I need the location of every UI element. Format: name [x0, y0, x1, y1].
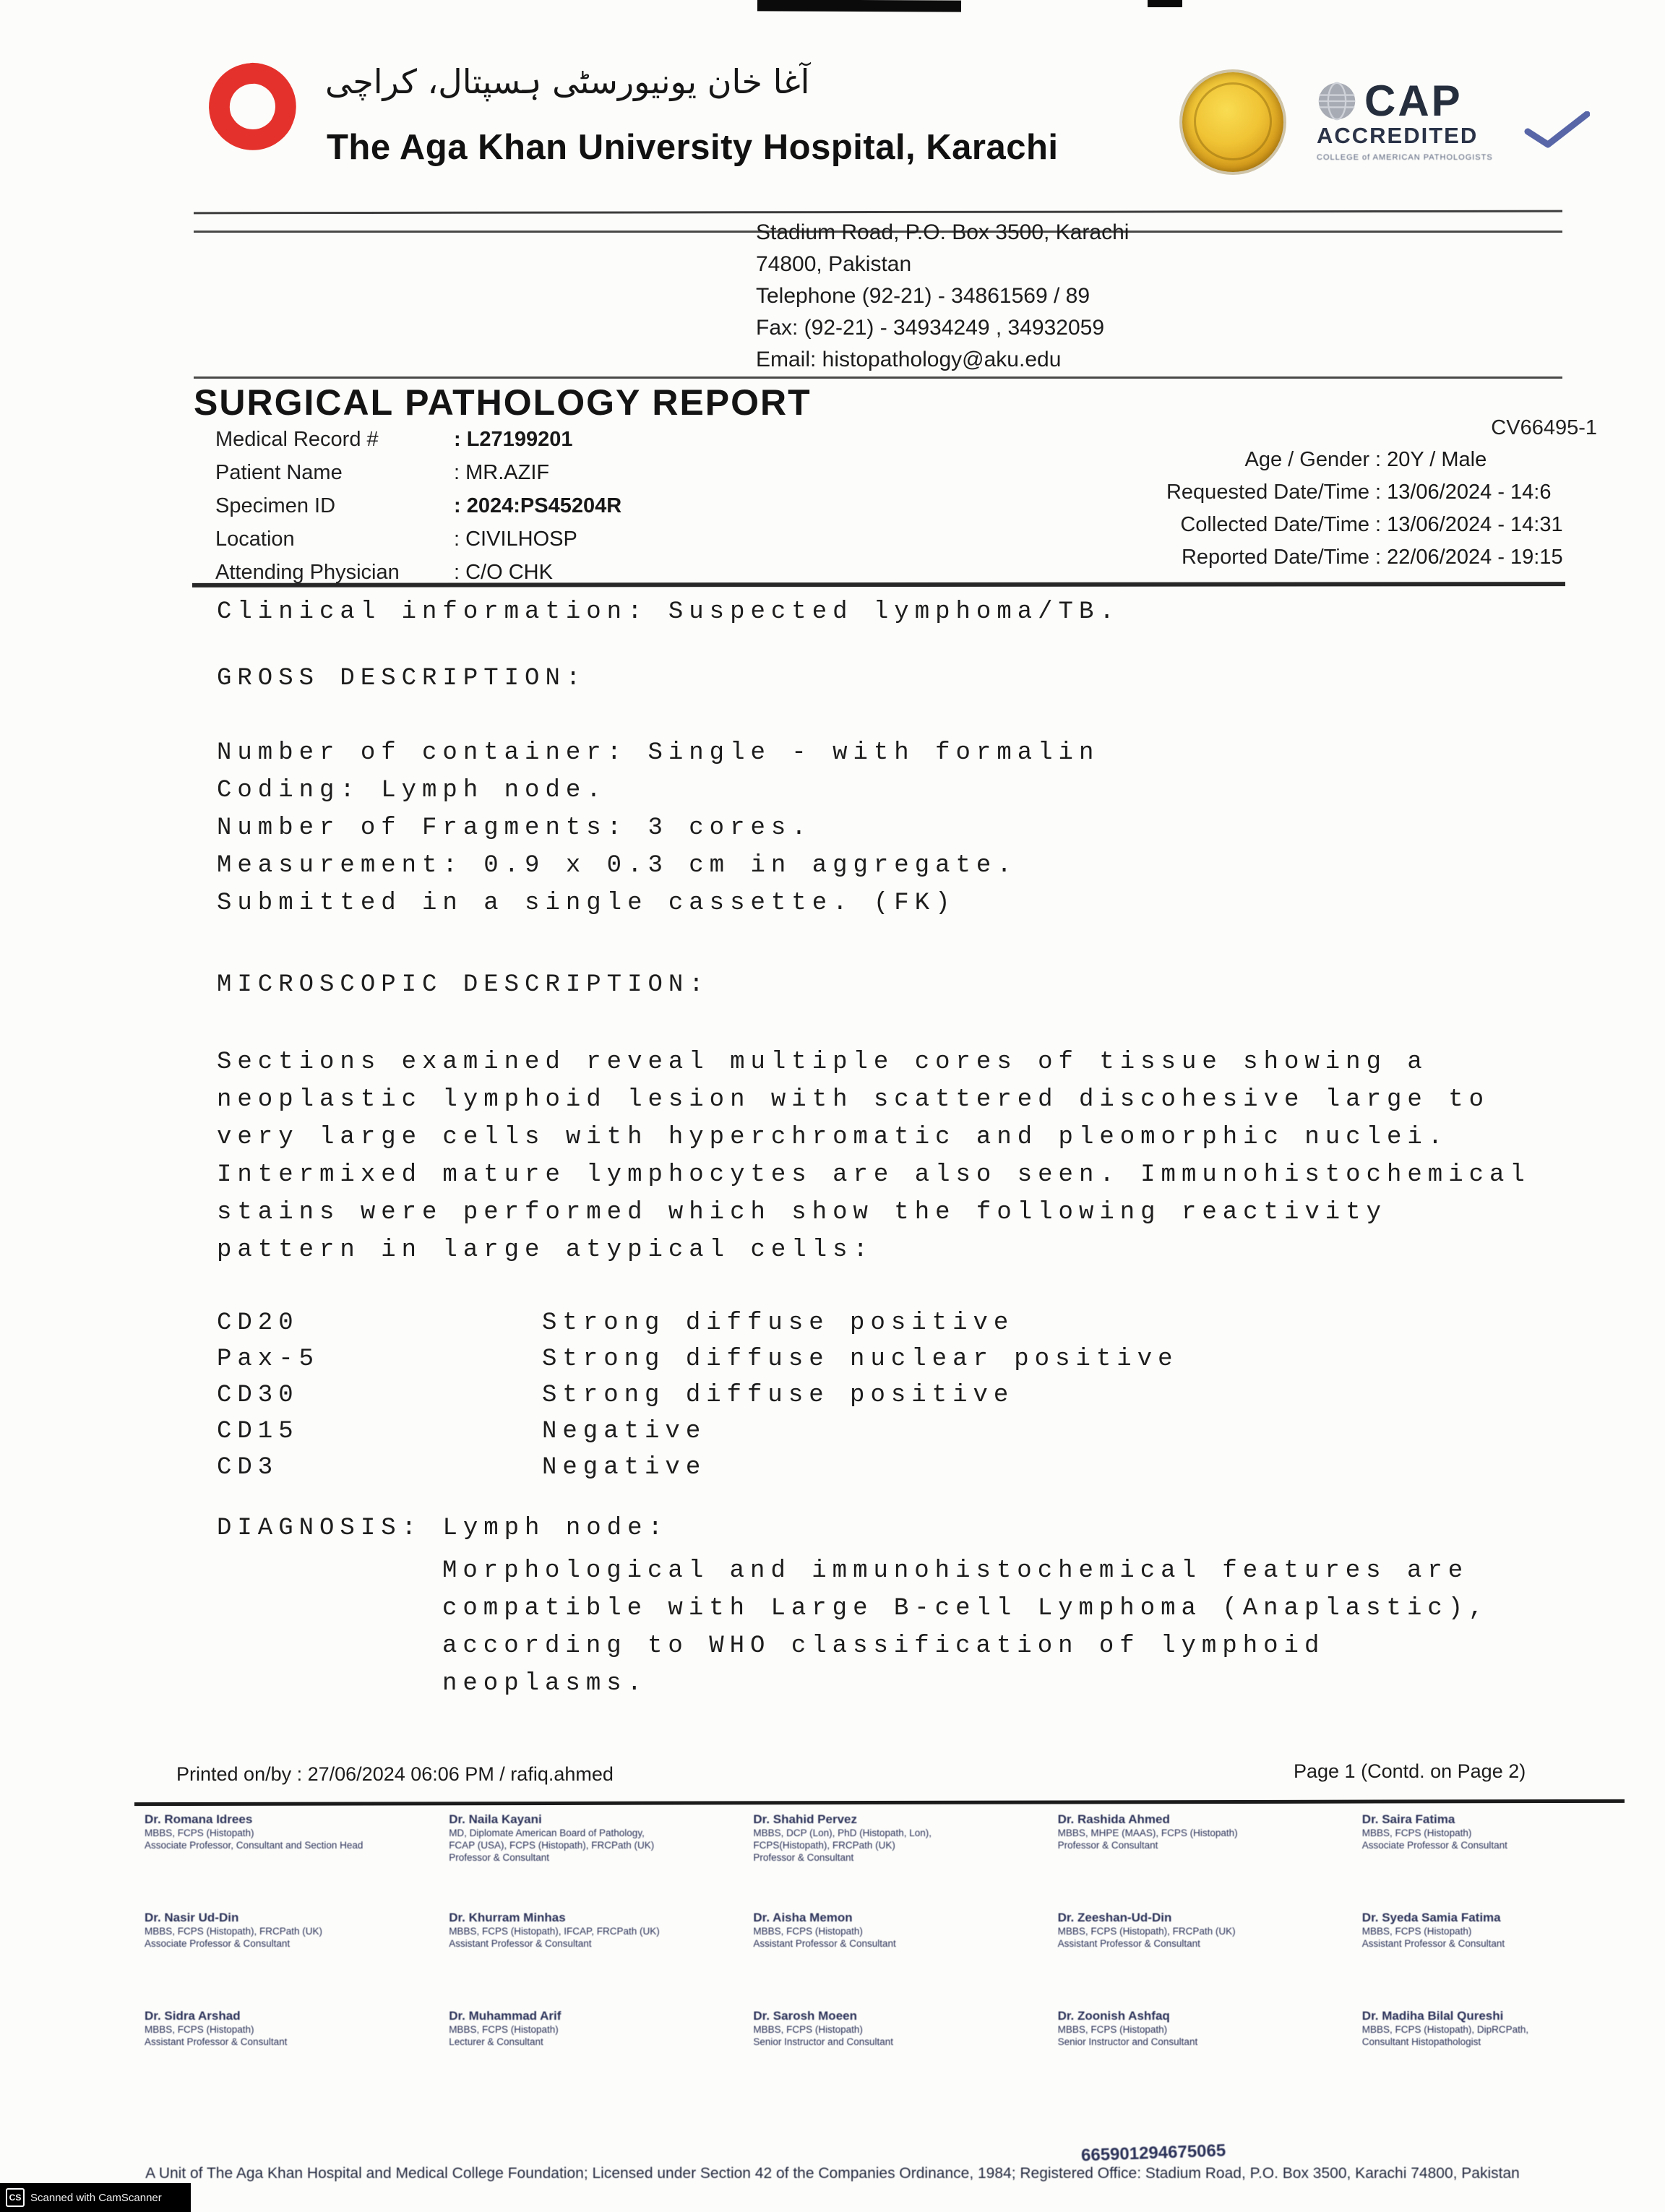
horizontal-rule	[194, 376, 1562, 379]
horizontal-rule	[134, 1799, 1625, 1806]
pathologist-name: Dr. Rashida Ahmed	[1057, 1812, 1170, 1826]
microscopic-description-line: neoplastic lymphoid lesion with scattered discohesive large to	[217, 1086, 1490, 1114]
field-label: Age / Gender	[1244, 448, 1369, 471]
aku-logo-icon	[207, 61, 298, 152]
pathologist-credentials	[145, 2023, 439, 2048]
pathologist-name: Dr. Sidra Arshad	[145, 2009, 241, 2023]
marker-result: Strong diffuse nuclear positive	[542, 1346, 1179, 1373]
credential-line: MBBS, FCPS (Histopath)	[753, 2024, 863, 2035]
credential-line: Professor & Consultant	[449, 1852, 550, 1863]
gross-description-line: Coding: Lymph node.	[217, 777, 607, 804]
credential-line: MBBS, FCPS (Histopath), FRCPath (UK)	[145, 1926, 323, 1937]
page-indicator: Page 1 (Contd. on Page 2)	[1294, 1760, 1526, 1782]
cap-caption: COLLEGE of AMERICAN PATHOLOGISTS	[1317, 153, 1493, 162]
marker-name: CD30	[217, 1382, 299, 1409]
pathologist-entry	[753, 2009, 1047, 2107]
pathologist-entry	[1362, 1812, 1656, 1911]
credential-line: MBBS, FCPS (Histopath)	[1057, 2024, 1168, 2035]
pathologist-name: Dr. Zeeshan-Ud-Din	[1057, 1911, 1172, 1924]
microscopic-description-line: Intermixed mature lymphocytes are also seen. Immunohistochemical	[217, 1161, 1531, 1189]
microscopic-description-heading: MICROSCOPIC DESCRIPTION:	[217, 971, 710, 999]
pathologist-name: Dr. Naila Kayani	[449, 1812, 542, 1826]
pathologist-credentials	[1362, 2023, 1656, 2048]
ihc-marker-row	[217, 1341, 1179, 1377]
field-value: : 20Y / Male	[1375, 448, 1487, 471]
diagnosis-label: DIAGNOSIS:	[217, 1515, 443, 1542]
scan-artifact	[1148, 0, 1182, 7]
credential-line: MBBS, FCPS (Histopath)	[1361, 1828, 1472, 1838]
cap-accredited-text: ACCREDITED	[1317, 123, 1479, 148]
diagnosis-text	[442, 1552, 1489, 1703]
hospital-contact-block	[756, 217, 1129, 376]
pathologist-entry	[145, 2009, 439, 2107]
gross-description-line: Number of Fragments: 3 cores.	[217, 814, 812, 842]
ihc-marker-row	[217, 1450, 1179, 1486]
pathologist-name: Dr. Romana Idrees	[145, 1812, 253, 1826]
ihc-markers-table	[217, 1305, 1179, 1486]
field-label: Medical Record #	[215, 428, 379, 451]
credential-line: MBBS, FCPS (Histopath), FRCPath (UK)	[1057, 1926, 1236, 1937]
hospital-name-urdu: آغا خان یونیورسٹی ہسپتال، کراچی	[325, 62, 810, 101]
field-label: Reported Date/Time	[1181, 546, 1369, 569]
field-specimen-id	[215, 494, 621, 528]
marker-name: Pax-5	[217, 1346, 320, 1373]
credential-line: MBBS, DCP (Lon), PhD (Histopath, Lon),	[753, 1828, 932, 1838]
credential-line: Professor & Consultant	[753, 1852, 854, 1863]
address-line: 74800, Pakistan	[756, 252, 912, 276]
pathologist-entry	[145, 1812, 439, 1911]
gold-seal-icon	[1182, 72, 1283, 172]
diagnosis-site: Lymph node:	[442, 1515, 668, 1542]
pathologist-credentials	[1362, 1925, 1656, 1950]
pathologist-entry	[1058, 1812, 1352, 1911]
diagnosis-line: compatible with Large B-cell Lymphoma (Anaplastic),	[442, 1595, 1489, 1622]
pathologist-credentials	[449, 1925, 743, 1950]
microscopic-description-block	[217, 1043, 1531, 1269]
field-label: Patient Name	[215, 461, 343, 484]
credential-line: Associate Professor, Consultant and Section Head	[145, 1840, 363, 1851]
diagnosis-line: according to WHO classification of lymphoid	[442, 1632, 1325, 1660]
pathologist-credentials	[753, 1827, 1047, 1864]
address-line: Stadium Road, P.O. Box 3500, Karachi	[756, 220, 1130, 244]
field-requested-datetime	[903, 481, 1563, 513]
marker-result: Negative	[542, 1454, 707, 1481]
field-patient-name	[215, 461, 621, 494]
pathologist-name: Dr. Aisha Memon	[753, 1911, 853, 1924]
clinical-information: Clinical information: Suspected lymphoma/TB.	[217, 598, 1120, 626]
pathologist-credentials	[1058, 2023, 1352, 2048]
pathologist-credentials	[145, 1827, 439, 1851]
pathologist-credentials	[1362, 1827, 1656, 1851]
field-medical-record	[215, 428, 621, 461]
checkmark-icon	[1523, 111, 1590, 149]
pathologist-name: Dr. Muhammad Arif	[449, 2009, 562, 2023]
pathologist-entry	[449, 1911, 743, 2009]
field-value: : 13/06/2024 - 14:31	[1375, 513, 1563, 536]
pathologist-entry	[1362, 2009, 1656, 2107]
field-label: Collected Date/Time	[1180, 513, 1369, 536]
field-value: : 2024:PS45204R	[454, 494, 622, 517]
pathologists-signature-grid	[145, 1812, 1656, 2107]
credential-line: MBBS, FCPS (Histopath)	[145, 2024, 254, 2035]
marker-result: Strong diffuse positive	[542, 1382, 1015, 1409]
pathologist-credentials	[753, 2023, 1047, 2048]
horizontal-rule	[194, 210, 1562, 215]
gross-description-heading: GROSS DESCRIPTION:	[217, 665, 587, 692]
credential-line: Assistant Professor & Consultant	[1057, 1938, 1200, 1949]
credential-line: MBBS, MHPE (MAAS), FCPS (Histopath)	[1057, 1828, 1238, 1838]
pathologist-entry	[753, 1812, 1047, 1911]
credential-line: Lecturer & Consultant	[449, 2036, 543, 2047]
credential-line: MBBS, FCPS (Histopath)	[449, 2024, 559, 2035]
field-value: : 13/06/2024 - 14:6	[1375, 481, 1552, 504]
marker-name: CD20	[217, 1309, 299, 1337]
field-label: Location	[215, 528, 295, 551]
pathologist-name: Dr. Zoonish Ashfaq	[1057, 2009, 1170, 2023]
pathologist-entry	[449, 2009, 743, 2107]
pathologist-name: Dr. Nasir Ud-Din	[145, 1911, 239, 1924]
pathologist-credentials	[1058, 1925, 1352, 1950]
pathologist-entry	[1058, 1911, 1352, 2009]
credential-line: MD, Diplomate American Board of Pathology,	[449, 1828, 645, 1838]
pathologist-name: Dr. Khurram Minhas	[449, 1911, 566, 1924]
document-code: CV66495-1	[1491, 416, 1597, 439]
pathologist-name: Dr. Sarosh Moeen	[753, 2009, 857, 2023]
camscanner-logo-icon: CS	[6, 2188, 25, 2207]
pathologist-name: Dr. Madiha Bilal Qureshi	[1361, 2009, 1504, 2023]
credential-line: MBBS, FCPS (Histopath)	[1361, 1926, 1472, 1937]
pathologist-credentials	[1058, 1827, 1352, 1851]
pathologist-name: Dr. Shahid Pervez	[753, 1812, 858, 1826]
credential-line: Senior Instructor and Consultant	[1057, 2036, 1198, 2047]
credential-line: Senior Instructor and Consultant	[753, 2036, 893, 2047]
credential-line: Assistant Professor & Consultant	[145, 2036, 288, 2047]
credential-line: Consultant Histopathologist	[1361, 2036, 1481, 2047]
scan-artifact	[757, 0, 961, 12]
pathologist-entry	[145, 1911, 439, 2009]
ihc-marker-row	[217, 1305, 1179, 1341]
pathologist-credentials	[449, 1827, 743, 1864]
cap-accredited-label	[1317, 123, 1548, 149]
pathologist-entry	[1362, 1911, 1656, 2009]
pathologist-credentials	[145, 1925, 439, 1950]
patient-info-right	[903, 448, 1563, 578]
field-label: Requested Date/Time	[1166, 481, 1369, 504]
field-value: : C/O CHK	[454, 561, 553, 584]
field-value: : 22/06/2024 - 19:15	[1375, 546, 1563, 569]
legal-footer-note: A Unit of The Aga Khan Hospital and Medical College Foundation; Licensed under Section 42 of the Companies Ordinance, 1984; Registered Office: Stadium Road, P.O. Box 3500, Karachi 74800, Pakistan	[145, 2165, 1520, 2182]
email-line: Email: histopathology@aku.edu	[756, 348, 1062, 371]
microscopic-description-line: very large cells with hyperchromatic and pleomorphic nuclei.	[217, 1124, 1449, 1151]
field-label: Specimen ID	[215, 494, 336, 517]
credential-line: Assistant Professor & Consultant	[753, 1938, 896, 1949]
credential-line: MBBS, FCPS (Histopath), IFCAP, FRCPath (UK)	[449, 1926, 660, 1937]
printed-on-by: Printed on/by : 27/06/2024 06:06 PM / rafiq.ahmed	[176, 1763, 614, 1785]
pathologist-credentials	[753, 1925, 1047, 1950]
pathologist-credentials	[449, 2023, 743, 2048]
field-location	[215, 528, 621, 561]
field-value: : L27199201	[454, 428, 573, 451]
globe-icon	[1317, 81, 1357, 121]
credential-line: FCPS(Histopath), FRCPath (UK)	[753, 1840, 895, 1851]
ihc-marker-row	[217, 1377, 1179, 1413]
marker-result: Strong diffuse positive	[542, 1309, 1015, 1337]
field-value: : MR.AZIF	[454, 461, 550, 484]
gross-description-line: Measurement: 0.9 x 0.3 cm in aggregate.	[217, 852, 1018, 879]
patient-info-left	[215, 428, 621, 594]
field-label: Attending Physician	[215, 561, 400, 584]
pathologist-entry	[753, 1911, 1047, 2009]
marker-name: CD15	[217, 1418, 299, 1445]
diagnosis-line: neoplasms.	[442, 1670, 648, 1697]
ihc-marker-row	[217, 1413, 1179, 1450]
credential-line: Assistant Professor & Consultant	[449, 1938, 592, 1949]
pathologist-entry	[449, 1812, 743, 1911]
report-title: SURGICAL PATHOLOGY REPORT	[194, 382, 812, 423]
camscanner-label: Scanned with CamScanner	[30, 2191, 162, 2204]
gross-description-block	[217, 734, 1099, 922]
microscopic-description-line: stains were performed which show the following reactivity	[217, 1199, 1387, 1226]
credential-line: MBBS, FCPS (Histopath)	[753, 1926, 863, 1937]
field-reported-datetime	[903, 546, 1563, 578]
marker-result: Negative	[542, 1418, 707, 1445]
camscanner-watermark	[0, 2183, 191, 2212]
scan-overlay-number: 665901294675065	[1080, 2140, 1226, 2166]
cap-word: CAP	[1364, 77, 1463, 125]
credential-line: Associate Professor & Consultant	[145, 1938, 291, 1949]
field-age-gender	[903, 448, 1563, 481]
gross-description-line: Submitted in a single cassette. (FK)	[217, 890, 956, 917]
credential-line: Associate Professor & Consultant	[1361, 1840, 1507, 1851]
microscopic-description-line: Sections examined reveal multiple cores of tissue showing a	[217, 1049, 1428, 1076]
gross-description-line: Number of container: Single - with formalin	[217, 739, 1100, 767]
microscopic-description-line: pattern in large atypical cells:	[217, 1236, 874, 1264]
field-collected-datetime	[903, 513, 1563, 546]
diagnosis-line: Morphological and immunohistochemical features are	[442, 1557, 1469, 1585]
credential-line: Assistant Professor & Consultant	[1361, 1938, 1505, 1949]
fax-line: Fax: (92-21) - 34934249 , 34932059	[756, 316, 1105, 340]
telephone-line: Telephone (92-21) - 34861569 / 89	[756, 284, 1090, 308]
field-attending-physician	[215, 561, 621, 594]
pathologist-entry	[1058, 2009, 1352, 2107]
pathologist-name: Dr. Syeda Samia Fatima	[1361, 1911, 1501, 1924]
diagnosis-heading	[217, 1515, 668, 1542]
credential-line: FCAP (USA), FCPS (Histopath), FRCPath (UK)	[449, 1840, 655, 1851]
cap-accreditation-logo	[1317, 77, 1548, 162]
credential-line: Professor & Consultant	[1057, 1840, 1158, 1851]
hospital-name: The Aga Khan University Hospital, Karachi	[327, 128, 1059, 167]
credential-line: MBBS, FCPS (Histopath), DipRCPath,	[1361, 2024, 1529, 2035]
marker-name: CD3	[217, 1454, 279, 1481]
credential-line: MBBS, FCPS (Histopath)	[145, 1828, 254, 1838]
pathologist-name: Dr. Saira Fatima	[1361, 1812, 1455, 1826]
field-value: : CIVILHOSP	[454, 528, 577, 551]
